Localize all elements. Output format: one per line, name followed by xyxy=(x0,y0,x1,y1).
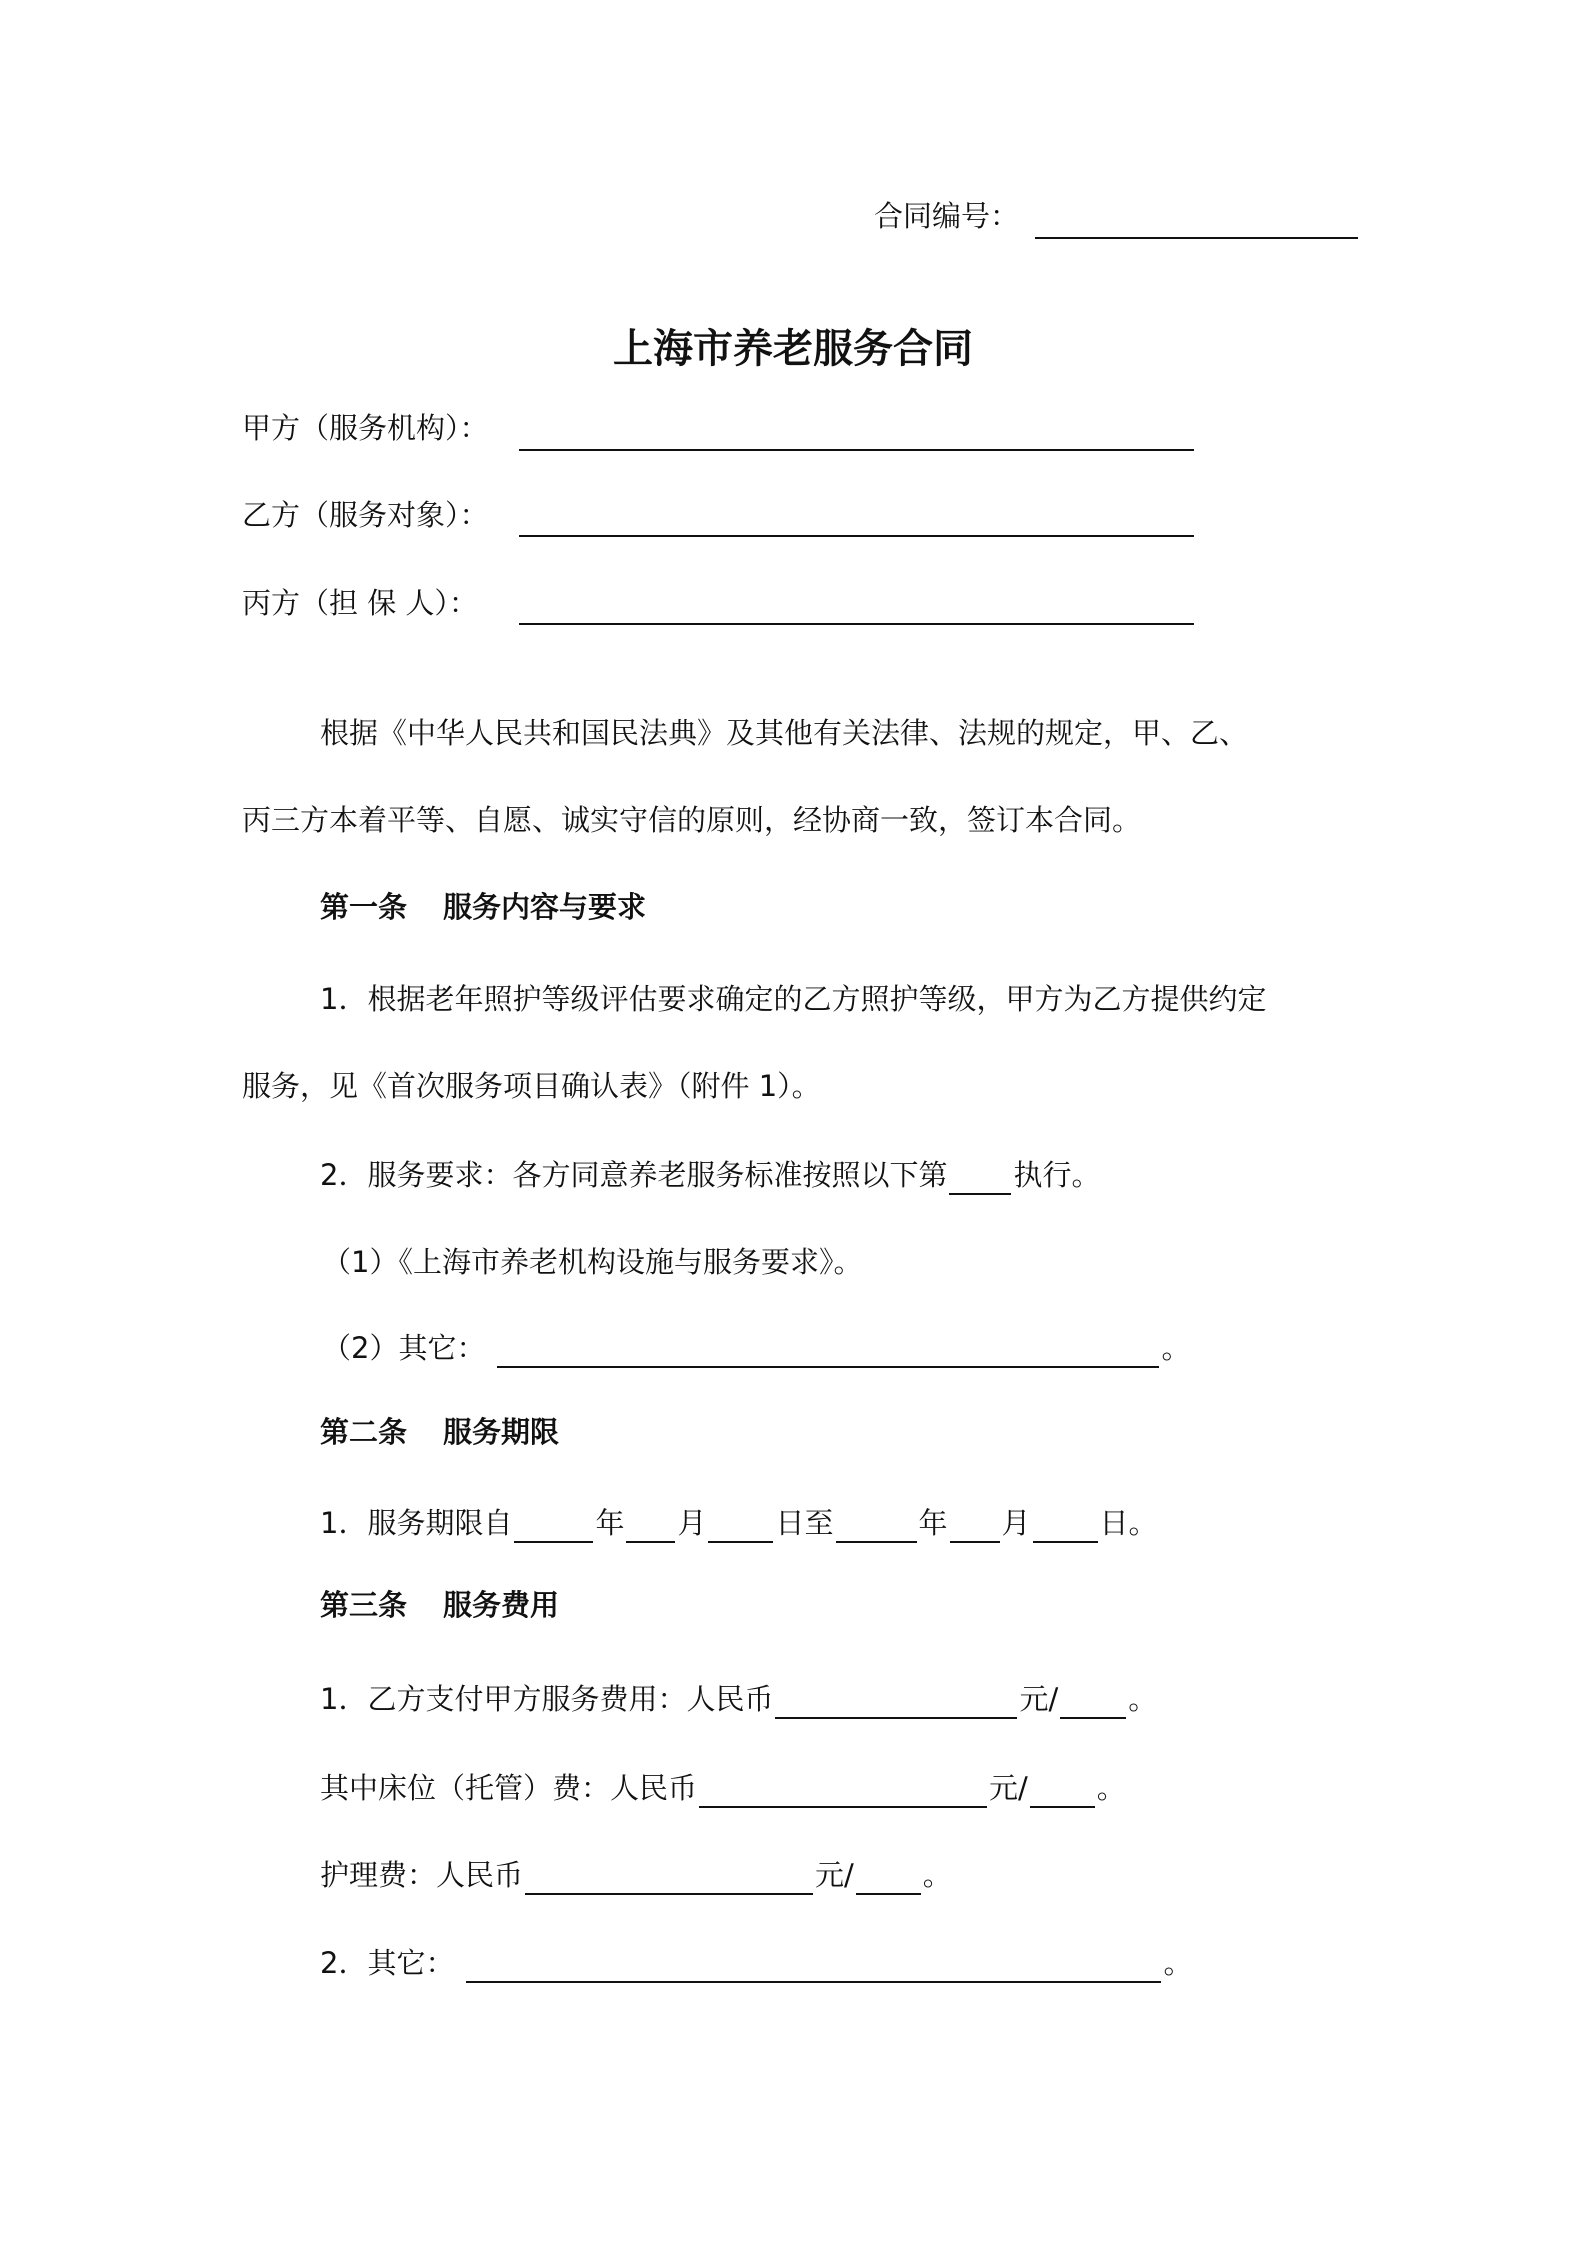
unit-label: 元/ xyxy=(1019,1682,1059,1716)
month-label: 月 xyxy=(677,1506,707,1540)
option-1: （1）《上海市养老机构设施与服务要求》。 xyxy=(322,1245,863,1279)
party-b-field[interactable] xyxy=(519,535,1194,537)
article-2-heading xyxy=(320,1412,559,1452)
party-a-label: 甲方（服务机构）： xyxy=(242,411,489,445)
item-2-text: 2．服务要求：各方同意养老服务标准按照以下第 xyxy=(320,1158,948,1192)
fee-care-label: 护理费：人民币 xyxy=(320,1858,524,1892)
fee-other-field[interactable] xyxy=(466,1947,1161,1983)
period: 。 xyxy=(1163,1946,1193,1980)
fee-bed-line xyxy=(320,1768,1126,1808)
article-2-num: 第二条 xyxy=(320,1415,408,1449)
end-month-field[interactable] xyxy=(950,1507,1000,1543)
party-b-label: 乙方（服务对象）： xyxy=(242,498,489,532)
fee-total-label: 1．乙方支付甲方服务费用：人民币 xyxy=(320,1682,774,1716)
contract-number-field[interactable] xyxy=(1035,237,1358,239)
unit-label: 元/ xyxy=(989,1771,1028,1805)
year-label: 年 xyxy=(595,1506,625,1540)
option-2 xyxy=(322,1328,1190,1368)
unit-label: 元/ xyxy=(815,1858,854,1892)
start-day-field[interactable] xyxy=(708,1507,773,1543)
article-1-heading xyxy=(320,887,646,927)
option-2-field[interactable] xyxy=(497,1332,1159,1368)
fee-bed-field[interactable] xyxy=(699,1772,987,1808)
start-year-field[interactable] xyxy=(514,1507,593,1543)
month-label: 月 xyxy=(1001,1506,1031,1540)
article-1-item-2 xyxy=(320,1155,1100,1195)
preamble-line-2: 丙三方本着平等、自愿、诚实守信的原则，经协商一致，签订本合同。 xyxy=(242,803,1142,837)
party-c-field[interactable] xyxy=(519,623,1194,625)
fee-care-field[interactable] xyxy=(525,1859,813,1895)
fee-care-period-field[interactable] xyxy=(856,1859,921,1895)
contract-number-label: 合同编号： xyxy=(874,199,1020,233)
article-1-item-1-line-1: 1．根据老年照护等级评估要求确定的乙方照护等级，甲方为乙方提供约定 xyxy=(320,982,1267,1016)
item-2-suffix: 执行。 xyxy=(1013,1158,1101,1192)
period: 。 xyxy=(1096,1771,1126,1805)
end-year-field[interactable] xyxy=(836,1507,917,1543)
start-month-field[interactable] xyxy=(626,1507,675,1543)
article-3-num: 第三条 xyxy=(320,1588,408,1622)
end-day-field[interactable] xyxy=(1033,1507,1098,1543)
period: 。 xyxy=(922,1858,952,1892)
year-label: 年 xyxy=(918,1506,948,1540)
period: 。 xyxy=(1128,1682,1158,1716)
fee-total-line xyxy=(320,1679,1157,1719)
fee-total-period-field[interactable] xyxy=(1060,1683,1126,1719)
article-1-num: 第一条 xyxy=(320,890,408,924)
party-c-label: 丙方（担 保 人）： xyxy=(242,586,478,620)
standard-choice-field[interactable] xyxy=(949,1159,1011,1195)
period: 。 xyxy=(1161,1331,1191,1365)
fee-other-line xyxy=(320,1943,1192,1983)
fee-total-field[interactable] xyxy=(775,1683,1017,1719)
fee-other-label: 2．其它： xyxy=(320,1946,455,1980)
fee-bed-period-field[interactable] xyxy=(1030,1772,1095,1808)
fee-care-line xyxy=(320,1855,952,1895)
document-title: 上海市养老服务合同 xyxy=(613,326,973,372)
option-2-label: （2）其它： xyxy=(322,1331,486,1365)
party-a-field[interactable] xyxy=(519,449,1194,451)
article-3-title: 服务费用 xyxy=(443,1588,560,1622)
day-end-label: 日。 xyxy=(1099,1506,1158,1540)
article-2-item-1 xyxy=(320,1503,1158,1543)
article-1-item-1-line-2: 服务，见《首次服务项目确认表》（附件 1）。 xyxy=(242,1069,821,1103)
period-label: 1．服务期限自 xyxy=(320,1506,513,1540)
article-2-title: 服务期限 xyxy=(443,1415,560,1449)
preamble-line-1: 根据《中华人民共和国民法典》及其他有关法律、法规的规定，甲、乙、 xyxy=(320,716,1249,750)
article-3-heading xyxy=(320,1585,559,1625)
day-to-label: 日至 xyxy=(775,1506,834,1540)
article-1-title: 服务内容与要求 xyxy=(443,890,647,924)
fee-bed-label: 其中床位（托管）费：人民币 xyxy=(320,1771,698,1805)
